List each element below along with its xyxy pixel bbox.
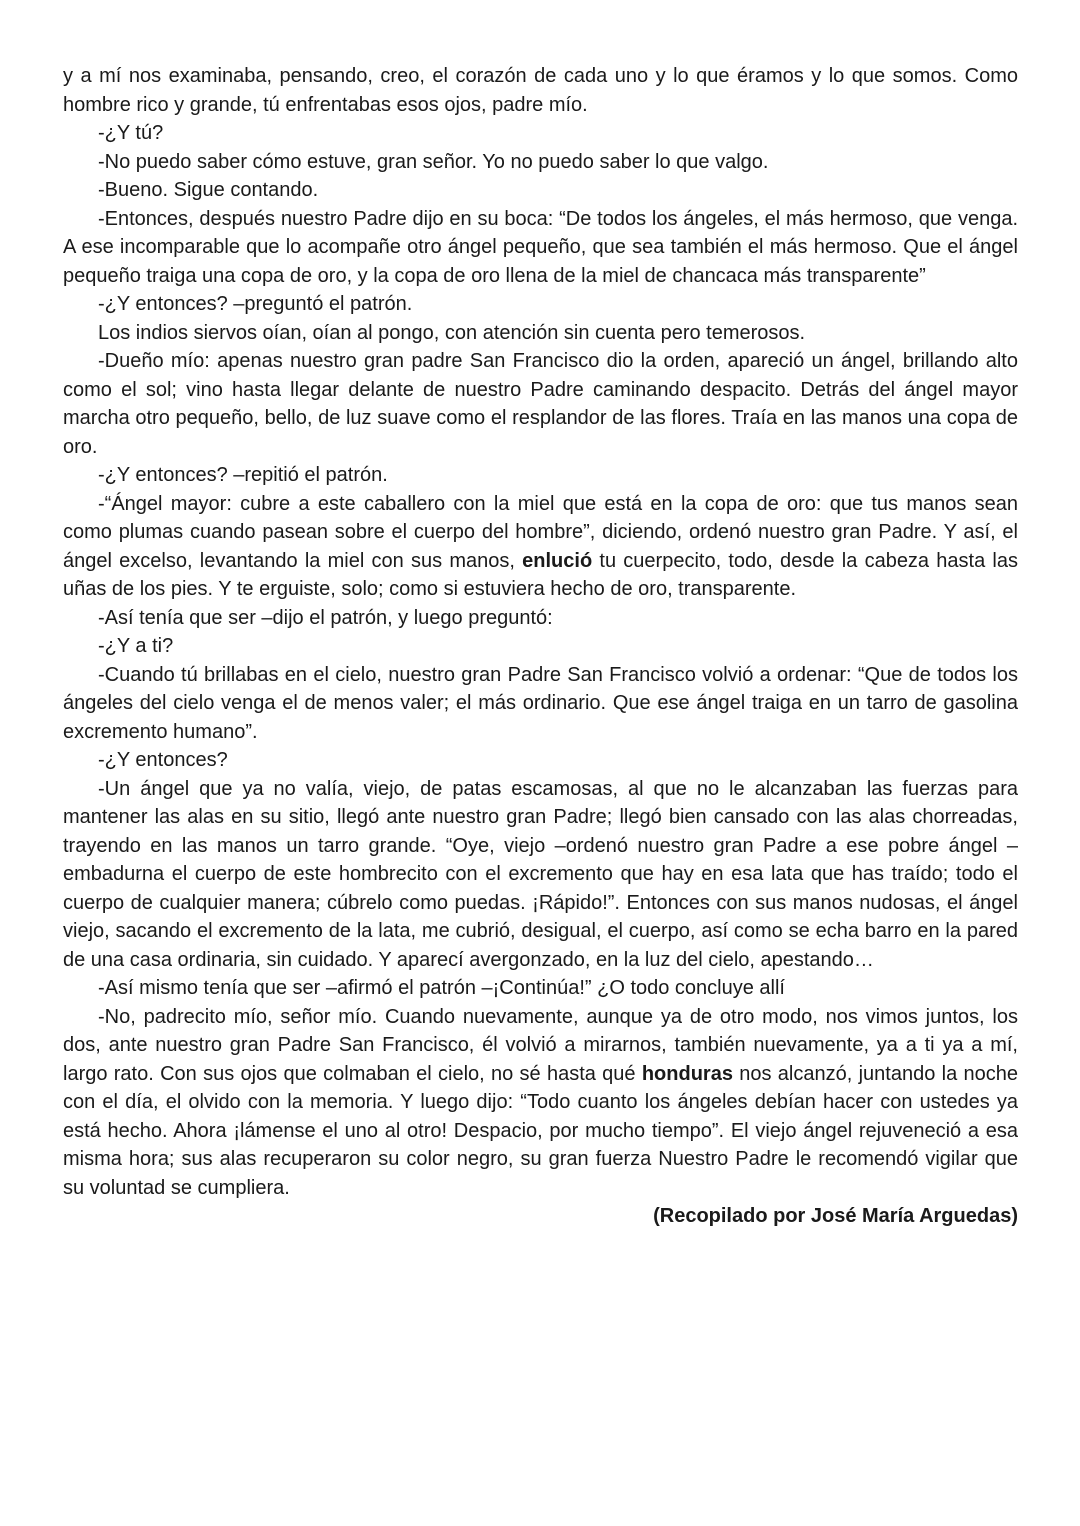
text-run: -Bueno. Sigue contando.: [98, 179, 319, 201]
text-run: -No, padrecito mío, señor mío. Cuando nuevamente, aunque ya de otro modo, nos vimos juntos, los dos, ante nuestro gran Padre San Francisco, él volvió a mirarnos, también nuevamente, ya a ti ya a mí, largo rato. Con sus ojos que colmaban el cielo, no sé hasta qué: [63, 1005, 1018, 1085]
paragraph: [63, 604, 1018, 633]
paragraph: [63, 290, 1018, 319]
paragraph: [63, 62, 1018, 119]
paragraph: [63, 319, 1018, 348]
text-run: -¿Y entonces? –repitió el patrón.: [98, 464, 388, 486]
paragraph: [63, 746, 1018, 775]
text-run: y a mí nos examinaba, pensando, creo, el corazón de cada uno y lo que éramos y lo que somos. Como hombre rico y grande, tú enfrentabas esos ojos, padre mío.: [63, 65, 1018, 116]
paragraph: [63, 632, 1018, 661]
document-body: [63, 62, 1018, 1231]
text-run: -Un ángel que ya no valía, viejo, de patas escamosas, al que no le alcanzaban las fuerzas para mantener las alas en su sitio, llegó ante nuestro gran Padre; llegó bien cansado con las alas chorreadas, trayendo en las manos un tarro grande. “Oye, viejo –ordenó nuestro gran Padre a ese pobre ángel –embadurna el cuerpo de este hombrecito con el excremento que hay en esa lata que has traído; todo el cuerpo de cualquier manera; cúbrelo como puedas. ¡Rápido!”. Entonces con sus manos nudosas, el ángel viejo, sacando el excremento de la lata, me cubrió, desigual, el cuerpo, así como se echa barro en la pared de una casa ordinaria, sin cuidado. Y aparecí avergonzado, en la luz del cielo, apestando…: [63, 777, 1018, 971]
bold-text-run: enlució: [522, 549, 593, 572]
paragraph: [63, 1003, 1018, 1203]
paragraph: [63, 119, 1018, 148]
text-run: -Cuando tú brillabas en el cielo, nuestro gran Padre San Francisco volvió a ordenar: “Que de todos los ángeles del cielo venga el de menos valer; el más ordinario. Que ese ángel traiga en un tarro de gasolina excremento humano”.: [63, 663, 1018, 743]
text-run: tu cuerpecito, todo, desde la cabeza hasta las uñas de los pies. Y te erguiste, solo; como si estuviera hecho de oro, transparente.: [63, 549, 1018, 600]
text-run: Los indios siervos oían, oían al pongo, con atención sin cuenta pero temerosos.: [98, 321, 806, 344]
text-run: -No puedo saber cómo estuve, gran señor. Yo no puedo saber lo que valgo.: [98, 150, 769, 173]
text-run: -Así tenía que ser –dijo el patrón, y luego preguntó:: [98, 606, 553, 629]
text-run: -¿Y entonces? –preguntó el patrón.: [98, 293, 413, 315]
paragraph: [63, 490, 1018, 604]
attribution-line: [63, 1202, 1018, 1231]
paragraph: [63, 775, 1018, 975]
paragraph: [63, 974, 1018, 1003]
bold-text-run: honduras: [641, 1062, 733, 1085]
text-run: -¿Y tú?: [98, 122, 164, 144]
paragraph: [63, 461, 1018, 490]
paragraph: [63, 176, 1018, 205]
paragraph: [63, 148, 1018, 177]
text-run: -¿Y entonces?: [98, 749, 228, 771]
text-run: nos alcanzó, juntando la noche con el día, el olvido con la memoria. Y luego dijo: “Todo cuanto los ángeles debían hacer con ustedes ya está hecho. Ahora ¡lámense el uno al otro! Despacio, por mucho tiempo”. El viejo ángel rejuveneció a esa misma hora; sus alas recuperaron su color negro, su gran fuerza Nuestro Padre le recomendó vigilar que su voluntad se cumpliera.: [63, 1062, 1018, 1199]
bold-text-run: (Recopilado por José María Arguedas): [653, 1205, 1018, 1227]
paragraph: [63, 347, 1018, 461]
paragraph: [63, 205, 1018, 291]
paragraph: [63, 661, 1018, 747]
text-run: -“Ángel mayor: cubre a este caballero con la miel que está en la copa de oro: que tus manos sean como plumas cuando pasean sobre el cuerpo del hombre”, diciendo, ordenó nuestro gran Padre. Y así, el ángel excelso, levantando la miel con sus manos,: [63, 492, 1018, 572]
text-run: -Así mismo tenía que ser –afirmó el patrón –¡Continúa!” ¿O todo concluye allí: [98, 977, 785, 999]
text-run: -Dueño mío: apenas nuestro gran padre San Francisco dio la orden, apareció un ángel, brillando alto como el sol; vino hasta llegar delante de nuestro Padre caminando despacito. Detrás del ángel mayor marcha otro pequeño, bello, de luz suave como el resplandor de las flores. Traía en las manos una copa de oro.: [63, 350, 1018, 458]
text-run: -Entonces, después nuestro Padre dijo en su boca: “De todos los ángeles, el más hermoso, que venga. A ese incomparable que lo acompañe otro ángel pequeño, que sea también el más hermoso. Que el ángel pequeño traiga una copa de oro, y la copa de oro llena de la miel de chancaca más transparente”: [63, 207, 1018, 287]
text-run: -¿Y a ti?: [98, 635, 174, 657]
